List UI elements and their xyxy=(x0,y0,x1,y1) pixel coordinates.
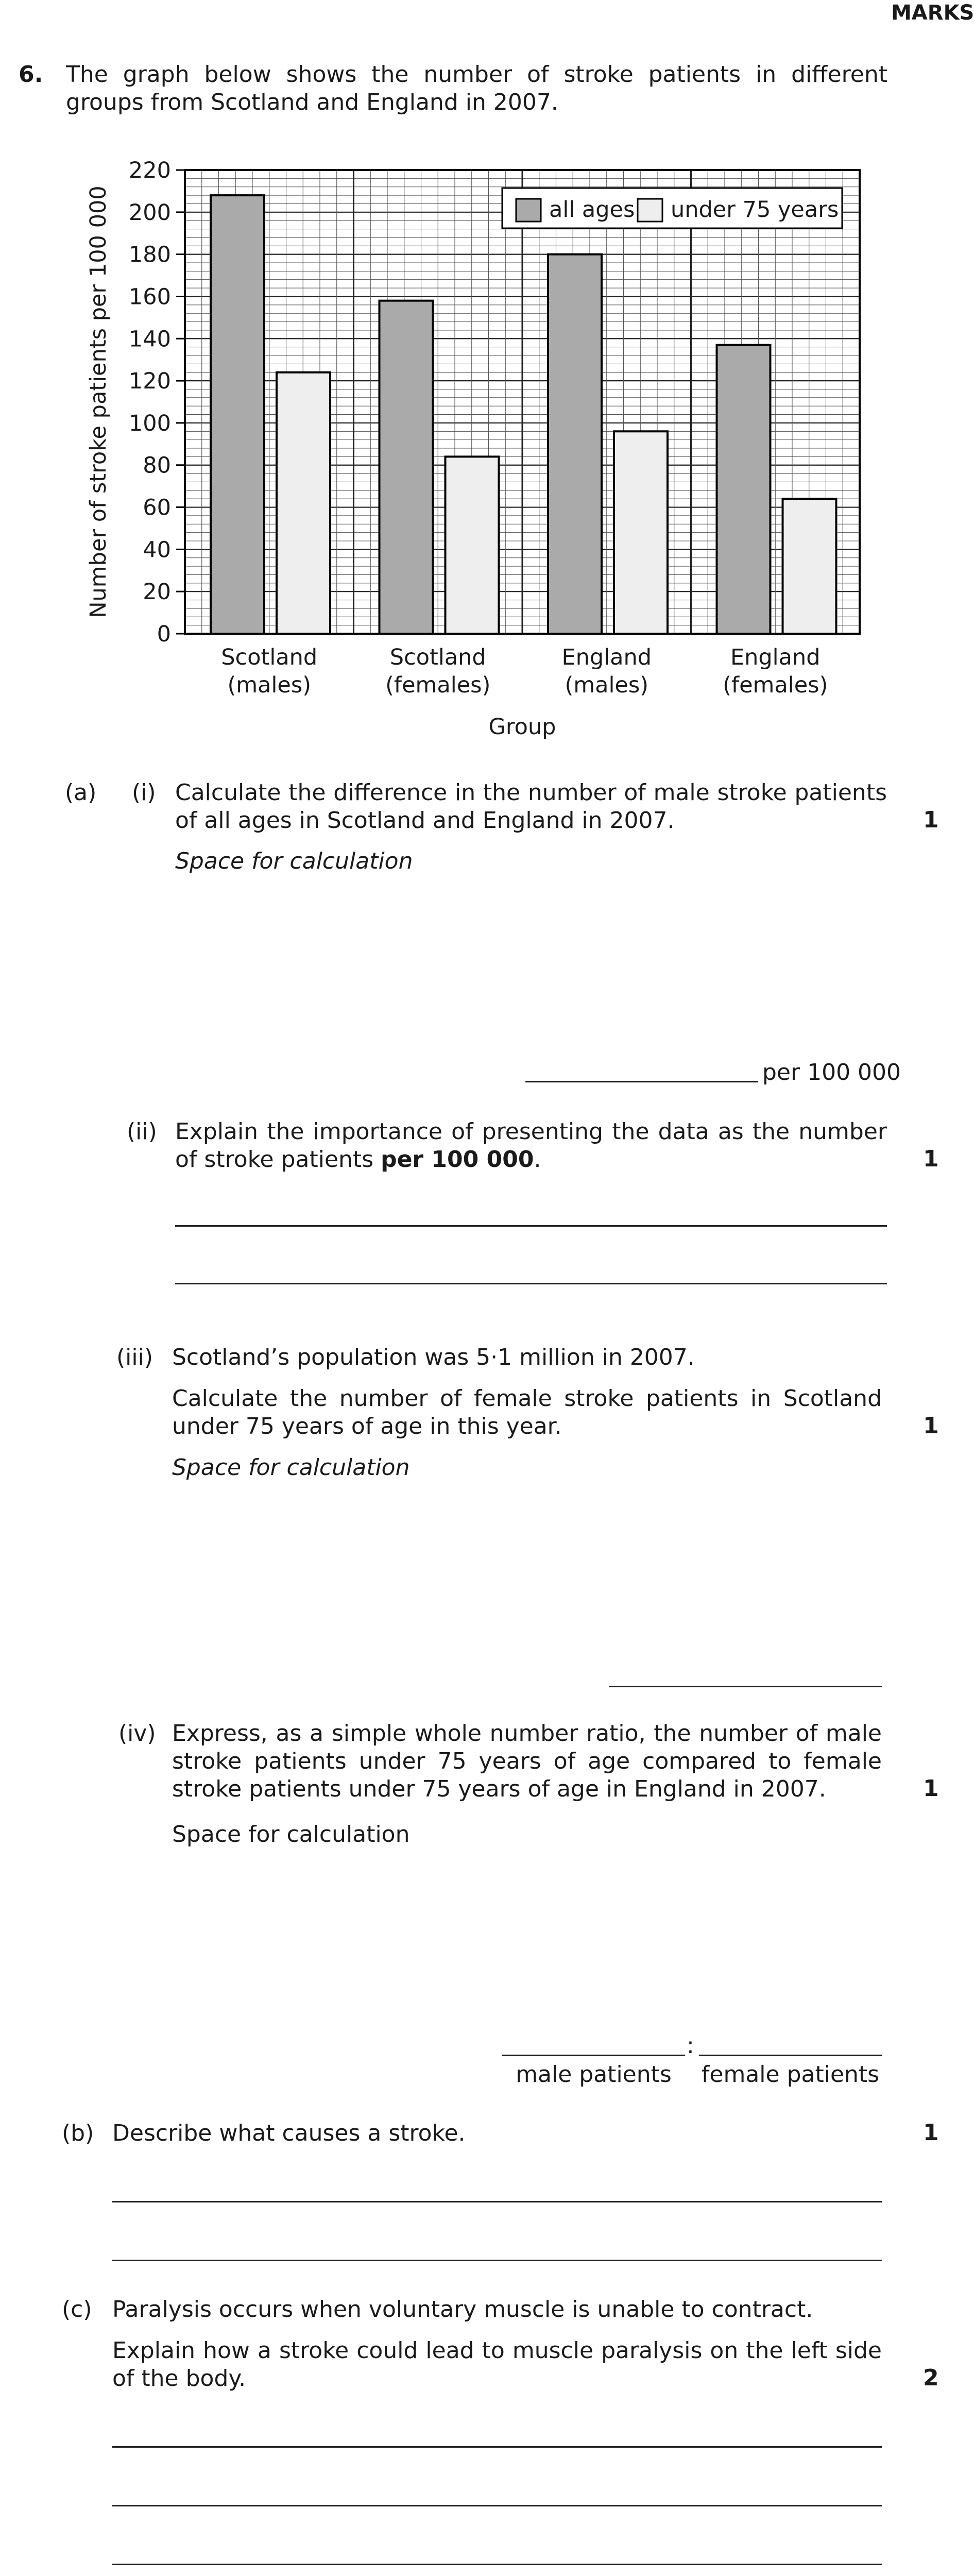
part-a-iv-question: Express, as a simple whole number ratio, the number of male stroke patients under 75 years of age compared to female stroke patients under 75 years of age in England in 2007. xyxy=(172,1720,882,1802)
part-c-answer-line-1[interactable] xyxy=(112,2446,882,2448)
part-a-ii-label: (ii) xyxy=(127,1118,157,1145)
y-tick-label: 20 xyxy=(143,579,171,605)
x-tick-label: England xyxy=(730,645,821,670)
question-intro: The graph below shows the number of stroke patients in different groups from Scotland and England in 2007. xyxy=(66,61,887,115)
female-patients-label: female patients xyxy=(701,2061,880,2088)
part-a-label: (a) xyxy=(65,779,97,806)
part-c-answer-line-2[interactable] xyxy=(112,2505,882,2506)
y-tick-label: 120 xyxy=(128,368,171,395)
part-c-marks: 2 xyxy=(923,2365,939,2391)
part-a-iii-space-label: Space for calculation xyxy=(172,1454,410,1481)
y-tick-label: 220 xyxy=(128,158,171,183)
x-axis-label: Group xyxy=(488,714,556,740)
part-c-answer-line-3[interactable] xyxy=(112,2564,882,2565)
bar-england-3-series-1 xyxy=(783,499,836,634)
part-a-iii-label: (iii) xyxy=(116,1344,153,1370)
x-tick-label-sub: (males) xyxy=(227,672,312,698)
part-a-ii-question xyxy=(175,1118,887,1174)
bar-scotland-1-series-0 xyxy=(380,301,433,634)
part-a-ii-answer-line-2[interactable] xyxy=(175,1283,887,1284)
part-b-marks: 1 xyxy=(923,2120,939,2146)
part-a-iii-answer-line[interactable] xyxy=(609,1686,882,1687)
x-tick-label-sub: (females) xyxy=(385,672,491,698)
y-tick-label: 80 xyxy=(143,452,171,479)
y-tick-label: 100 xyxy=(128,410,171,436)
bar-scotland-0-series-0 xyxy=(211,195,264,634)
part-a-i-unit: per 100 000 xyxy=(762,1059,901,1086)
marks-header: MARKS xyxy=(891,1,974,25)
part-a-i-label: (i) xyxy=(132,779,156,806)
legend-label-all-ages: all ages xyxy=(549,197,635,223)
y-tick-label: 60 xyxy=(143,495,171,521)
part-a-i-answer-line[interactable] xyxy=(525,1081,758,1082)
x-tick-label: Scotland xyxy=(221,645,318,670)
y-tick-label: 200 xyxy=(128,199,171,226)
part-a-ii-bold-text: per 100 000 xyxy=(381,1146,534,1173)
part-a-iii-question: Calculate the number of female stroke patients in Scotland under 75 years of age in this year. xyxy=(172,1385,882,1439)
chart-legend xyxy=(502,188,842,228)
part-a-ii-answer-line-1[interactable] xyxy=(175,1225,887,1227)
x-tick-labels xyxy=(221,645,828,698)
x-tick-label: England xyxy=(561,645,652,670)
bar-scotland-0-series-1 xyxy=(277,372,330,634)
legend-swatch-under-75 xyxy=(638,199,662,222)
question-number: 6. xyxy=(19,61,43,88)
part-a-ii-marks: 1 xyxy=(923,1146,939,1172)
male-patients-label: male patients xyxy=(516,2061,672,2088)
part-b-answer-line-2[interactable] xyxy=(112,2260,882,2261)
part-b-label: (b) xyxy=(62,2120,94,2146)
part-a-ii-text-end: . xyxy=(534,1146,541,1173)
bar-england-2-series-1 xyxy=(614,431,668,634)
x-tick-label: Scotland xyxy=(389,645,486,670)
part-a-ii-text: Explain the importance of presenting the data as the number of stroke patients xyxy=(175,1118,887,1173)
part-a-iii-marks: 1 xyxy=(923,1413,939,1439)
legend-label-under-75: under 75 years xyxy=(671,197,839,223)
ratio-colon: : xyxy=(687,2032,694,2059)
y-tick-labels xyxy=(129,158,185,647)
part-c-question: Explain how a stroke could lead to muscle paralysis on the left side of the body. xyxy=(112,2337,882,2392)
bar-england-2-series-0 xyxy=(548,255,602,634)
part-b-answer-line-1[interactable] xyxy=(112,2201,882,2202)
bar-chart xyxy=(0,149,955,757)
legend-swatch-all-ages xyxy=(516,199,541,222)
part-a-iii-context: Scotland’s population was 5·1 million in 2007. xyxy=(172,1344,695,1370)
part-a-i-marks: 1 xyxy=(923,807,939,833)
bar-england-3-series-0 xyxy=(717,345,771,634)
x-tick-label-sub: (males) xyxy=(565,672,649,698)
x-tick-label-sub: (females) xyxy=(723,672,828,698)
part-c-context: Paralysis occurs when voluntary muscle is unable to contract. xyxy=(112,2296,813,2323)
part-c-label: (c) xyxy=(62,2296,92,2323)
part-b-question: Describe what causes a stroke. xyxy=(112,2120,466,2146)
part-a-iv-marks: 1 xyxy=(923,1775,939,1802)
part-a-iv-label: (iv) xyxy=(118,1720,156,1747)
part-a-iv-female-answer-line[interactable] xyxy=(699,2055,882,2056)
part-a-i-question: Calculate the difference in the number of male stroke patients of all ages in Scotland and England in 2007. xyxy=(175,779,887,834)
part-a-i-space-label: Space for calculation xyxy=(175,848,413,874)
part-a-iv-space-label: Space for calculation xyxy=(172,1821,410,1848)
y-tick-label: 140 xyxy=(128,326,171,352)
y-tick-label: 160 xyxy=(128,284,171,310)
y-axis-label: Number of stroke patients per 100 000 xyxy=(86,185,111,618)
y-tick-label: 40 xyxy=(143,537,171,563)
y-tick-label: 180 xyxy=(128,242,171,268)
part-a-iv-male-answer-line[interactable] xyxy=(502,2055,685,2056)
y-tick-label: 0 xyxy=(157,621,171,647)
bar-scotland-1-series-1 xyxy=(446,456,499,634)
